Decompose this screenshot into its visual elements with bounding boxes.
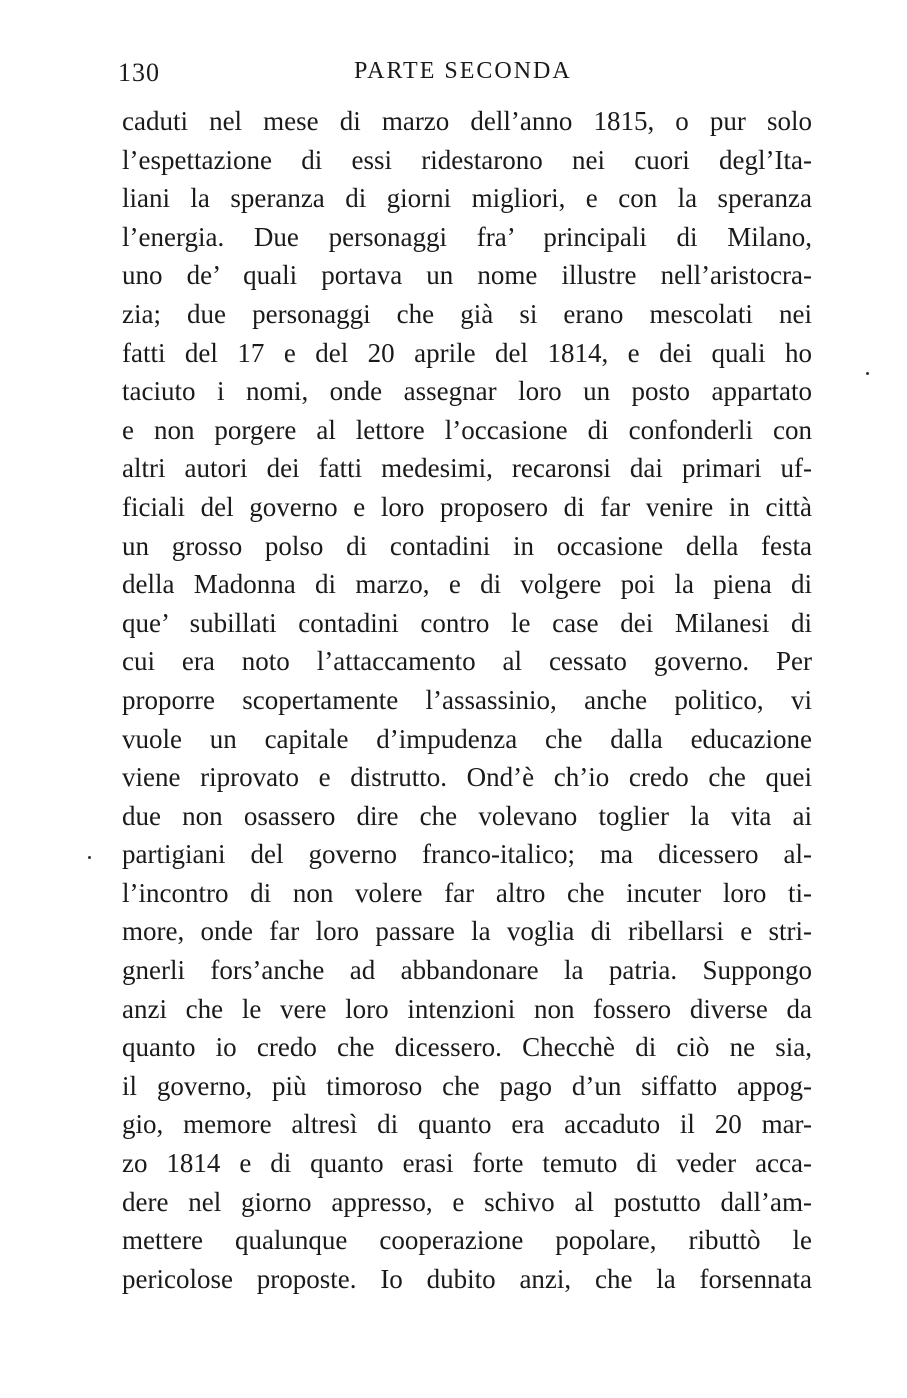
text-line: gnerli fors’anche ad abbandonare la patria. Suppongo [122,955,812,986]
text-line: e non porgere al lettore l’occasione di confonderli con [122,414,812,445]
body-text [122,102,812,1298]
text-line: caduti nel mese di marzo dell’anno 1815, o pur solo [122,106,812,136]
text-line: quanto io credo che dicessero. Checchè di ciò ne sia, [122,1032,812,1063]
text-line: taciuto i nomi, onde assegnar loro un posto appartato [122,376,812,407]
text-line: della Madonna di marzo, e di volgere poi la piena di [122,569,812,600]
text-line: zia; due personaggi che già si erano mescolati nei [122,298,812,329]
text-line: due non osassero dire che volevano toglier la vita ai [122,800,812,831]
text-line: gio, memore altresì di quanto era accaduto il 20 mar- [122,1109,812,1140]
page-number: 130 [118,58,160,87]
text-line: l’espettazione di essi ridestarono nei cuori degl’Ita- [122,144,812,175]
text-line: more, onde far loro passare la voglia di ribellarsi e stri- [122,916,812,947]
text-line: liani la speranza di giorni migliori, e con la speranza [122,183,812,214]
text-line: mettere qualunque cooperazione popolare, ributtò le [122,1225,812,1256]
text-line: fatti del 17 e del 20 aprile del 1814, e dei quali ho [122,337,812,368]
text-line: zo 1814 e di quanto erasi forte temuto di veder acca- [122,1148,812,1179]
running-head: PARTE SECONDA [354,58,572,84]
text-line: viene riprovato e distrutto. Ond’è ch’io credo che quei [122,762,812,793]
text-line: cui era noto l’attaccamento al cessato governo. Per [122,646,812,677]
text-line: proporre scopertamente l’assassinio, anche politico, vi [122,684,812,715]
text-line: pericolose proposte. Io dubito anzi, che la forsennata [122,1263,812,1294]
text-line: l’energia. Due personaggi fra’ principali di Milano, [122,221,812,252]
text-line: anzi che le vere loro intenzioni non fossero diverse da [122,993,812,1024]
text-line: il governo, più timoroso che pago d’un siffatto appog- [122,1070,812,1101]
text-line: altri autori dei fatti medesimi, recaronsi dai primari uf- [122,453,812,484]
text-line: un grosso polso di contadini in occasione della festa [122,530,812,561]
text-line: uno de’ quali portava un nome illustre nell’aristocra- [122,260,812,291]
text-line: ficiali del governo e loro proposero di far venire in città [122,491,812,522]
text-line: partigiani del governo franco-italico; ma dicessero al- [122,839,812,870]
text-line: l’incontro di non volere far altro che incuter loro ti- [122,877,812,908]
text-line: dere nel giorno appresso, e schivo al postutto dall’am- [122,1186,812,1217]
ink-speck [88,856,91,859]
text-line: vuole un capitale d’impudenza che dalla educazione [122,723,812,754]
ink-speck [866,372,869,375]
page-header [118,58,818,94]
text-line: que’ subillati contadini contro le case dei Milanesi di [122,607,812,638]
